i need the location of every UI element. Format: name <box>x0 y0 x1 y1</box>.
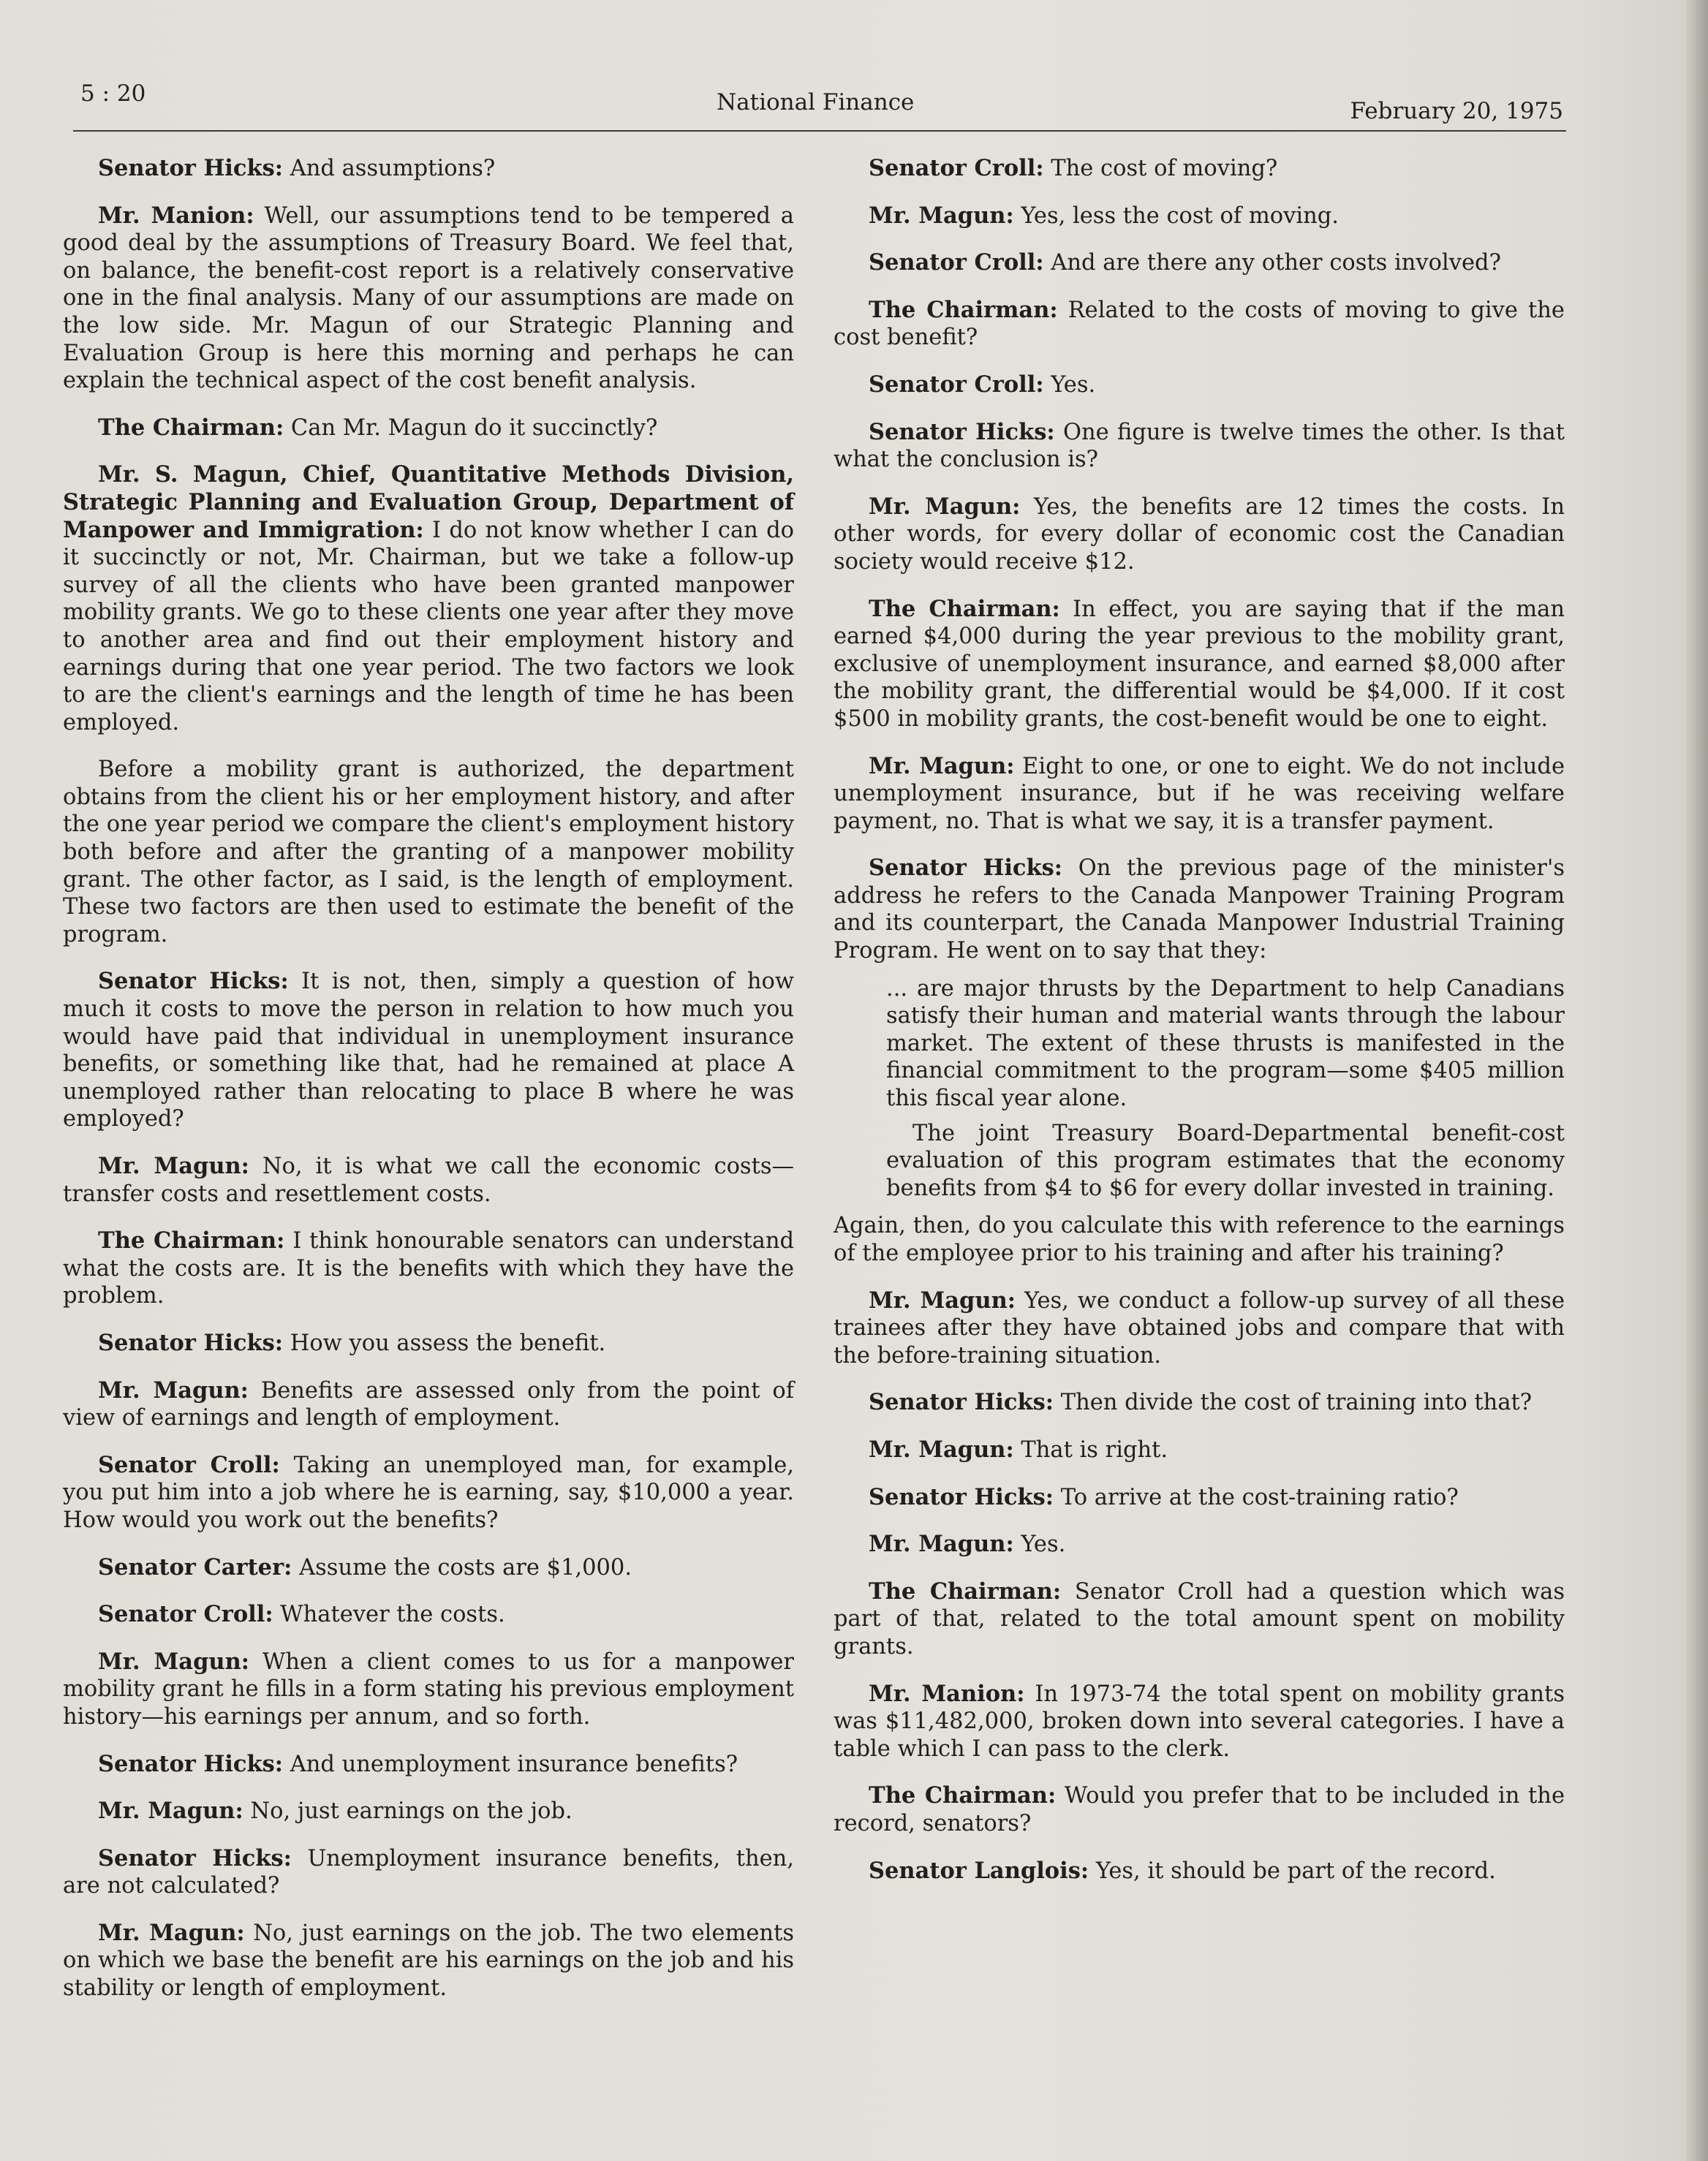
paragraph-text: Unemployment insurance benefits, then, are not calculated? <box>63 1845 794 1899</box>
paragraph <box>63 1452 794 1534</box>
speaker-name: The Chairman: <box>98 1227 285 1254</box>
paragraph-text: When a client comes to us for a manpower mobility grant he fills in a form stating his previous employment history—his earnings per annum, and so forth. <box>63 1649 794 1730</box>
speaker-name: Senator Croll: <box>869 249 1044 276</box>
left-column <box>63 155 794 2022</box>
paragraph <box>63 1798 794 1825</box>
paragraph-text: Yes, it should be part of the record. <box>1089 1858 1496 1884</box>
header-date: February 20, 1975 <box>1350 98 1563 124</box>
paragraph-text: How you assess the benefit. <box>283 1330 606 1356</box>
speaker-name: Senator Croll: <box>869 371 1044 398</box>
speaker-name: Mr. Magun: <box>869 1436 1014 1463</box>
speaker-name: Senator Hicks: <box>98 155 284 181</box>
paragraph <box>63 756 794 948</box>
paragraph-text: Again, then, do you calculate this with reference to the earnings of the employee prior to his training and after his training? <box>834 1213 1565 1266</box>
speaker-name: The Chairman: <box>869 595 1060 622</box>
paragraph-text: And are there any other costs involved? <box>1043 250 1501 276</box>
paragraph <box>63 1554 794 1582</box>
speaker-name: Senator Hicks: <box>869 1389 1054 1416</box>
paragraph-text: Whatever the costs. <box>273 1602 505 1628</box>
paragraph-text: One figure is twelve times the other. Is that what the conclusion is? <box>834 419 1565 473</box>
speaker-name: Senator Carter: <box>98 1553 292 1581</box>
paragraph <box>63 1601 794 1629</box>
paragraph <box>63 1330 794 1358</box>
paragraph <box>834 203 1565 230</box>
paragraph <box>834 249 1565 277</box>
paragraph <box>63 1153 794 1208</box>
paragraph-text: Yes. <box>1043 371 1096 398</box>
paragraph-text: Well, our assumptions tend to be tempered a good deal by the assumptions of Treasury Board. We feel that, on balance, the benefit-cost report is a relatively conservative one in the final analysis. Many of our assumptions are made on the low side. Mr. Magun of our Strategic Planning and Evaluation Group is here this morning and perhaps he can explain the technical aspect of the cost benefit analysis. <box>63 203 794 394</box>
paragraph-text: I think honourable senators can understand what the costs are. It is the benefits with which they have the problem. <box>63 1228 794 1309</box>
speaker-name: The Chairman: <box>869 1578 1062 1605</box>
paragraph-text: Yes, the benefits are 12 times the costs. In other words, for every dollar of economic cost the Canadian society would receive $12. <box>834 493 1565 575</box>
page-header <box>73 73 1566 132</box>
speaker-name: Senator Hicks: <box>98 1329 284 1356</box>
paragraph-text: Would you prefer that to be included in the record, senators? <box>834 1783 1565 1836</box>
paragraph-text: I do not know whether I can do it succinctly or not, Mr. Chairman, but we take a follow-up survey of all the clients who have been granted manpower mobility grants. We go to these clients one year after they move to another area and find out their employment history and earnings during that one year period. The two factors we look to are the client's earnings and the length of time he has been employed. <box>63 517 794 735</box>
page-number: 5 : 20 <box>80 80 146 107</box>
paragraph <box>834 596 1565 733</box>
page-edge-shadow <box>1686 0 1708 2161</box>
paragraph <box>834 1531 1565 1559</box>
paragraph <box>63 1845 794 1900</box>
speaker-name: Mr. Manion: <box>98 202 254 229</box>
paragraph <box>63 415 794 442</box>
paragraph-text: Can Mr. Magun do it succinctly? <box>284 415 658 441</box>
speaker-name: Senator Hicks: <box>98 1750 284 1777</box>
paragraph <box>834 1287 1565 1370</box>
paragraph-text: In 1973-74 the total spent on mobility grants was $11,482,000, broken down into several categories. I have a table which I can pass to the clerk. <box>834 1681 1565 1762</box>
paragraph-text: In effect, you are saying that if the man earned $4,000 during the year previous to the mobility grant, exclusive of unemployment insurance, and earned $8,000 after the mobility grant, the differential would be $4,000. If it cost $500 in mobility grants, the cost-benefit would be one to eight. <box>834 596 1565 732</box>
speaker-name: Mr. Manion: <box>869 1680 1025 1707</box>
paragraph-text: Senator Croll had a question which was part of that, related to the total amount spent on mobility grants. <box>834 1578 1565 1659</box>
speaker-name: Senator Croll: <box>98 1601 273 1628</box>
paragraph-text: Benefits are assessed only from the point of view of earnings and length of employment. <box>63 1377 795 1431</box>
speaker-name: Mr. Magun: <box>98 1798 243 1825</box>
speaker-name: Mr. Magun: <box>869 1287 1016 1314</box>
paragraph-text: Then divide the cost of training into that? <box>1054 1390 1533 1416</box>
speaker-name: The Chairman: <box>98 414 284 441</box>
paragraph <box>834 1782 1565 1837</box>
paragraph <box>834 371 1565 399</box>
paragraph-text: It is not, then, simply a question of how much it costs to move the person in relation to how much you would have paid that individual in unemployment insurance benefits, or something like that, had he remained at place A unemployed rather than relocating to place B where he was employed? <box>63 969 794 1132</box>
paragraph <box>834 419 1565 474</box>
speaker-name: Senator Hicks: <box>869 418 1055 445</box>
paragraph <box>63 1227 794 1310</box>
paragraph-text: Yes. <box>1013 1532 1066 1558</box>
speaker-name: Senator Hicks: <box>98 968 289 995</box>
paragraph <box>63 1920 794 2002</box>
paragraph <box>834 1212 1565 1267</box>
paragraph-text: And unemployment insurance benefits? <box>283 1751 738 1777</box>
speaker-name: Senator Hicks: <box>869 855 1063 882</box>
paragraph <box>834 855 1565 964</box>
paragraph <box>834 155 1565 183</box>
paragraph <box>63 1751 794 1779</box>
block-quote: ... are major thrusts by the Department to help Canadians satisfy their human and material wants through the labour market. The extent of these thrusts is manifested in the financial commitment to the program—some $405 million this fiscal year alone. <box>886 975 1565 1112</box>
paragraph <box>63 203 794 395</box>
speaker-name: Mr. Magun: <box>869 493 1021 520</box>
paragraph-text: To arrive at the cost-training ratio? <box>1054 1484 1459 1510</box>
paragraph-text: Yes, less the cost of moving. <box>1013 203 1339 229</box>
paragraph <box>834 1389 1565 1417</box>
paragraph-text: Before a mobility grant is authorized, the department obtains from the client his or her employment history, and after the one year period we compare the client's employment history both before and after the granting of a manpower mobility grant. The other factor, as I said, is the length of employment. These two factors are then used to estimate the benefit of the program. <box>63 757 794 947</box>
speaker-name: Senator Langlois: <box>869 1857 1089 1884</box>
block-quote: The joint Treasury Board-Departmental benefit-cost evaluation of this program estimates that the economy benefits from $4 to $6 for every dollar invested in training. <box>886 1120 1565 1201</box>
paragraph-text: Assume the costs are $1,000. <box>292 1554 632 1581</box>
paragraph-text: Related to the costs of moving to give the cost benefit? <box>834 297 1565 351</box>
paragraph-text: And assumptions? <box>283 156 496 181</box>
paragraph <box>63 1377 794 1432</box>
paragraph <box>63 155 794 183</box>
publication-title: National Finance <box>717 89 915 116</box>
paragraph <box>63 461 794 736</box>
paragraph-text: No, it is what we call the economic costs—transfer costs and resettlement costs. <box>63 1154 794 1207</box>
paragraph <box>834 297 1565 352</box>
speaker-name: Senator Hicks: <box>869 1483 1054 1510</box>
paragraph-text: The cost of moving? <box>1043 156 1278 181</box>
paragraph <box>834 753 1565 836</box>
paragraph-text: No, just earnings on the job. The two elements on which we base the benefit are his earnings on the job and his stability or length of employment. <box>63 1920 794 2002</box>
paragraph-text: Taking an unemployed man, for example, you put him into a job where he is earning, say, $10,000 a year. How would you work out the benefits? <box>63 1452 794 1533</box>
paragraph <box>834 1681 1565 1763</box>
speaker-name: Mr. Magun: <box>98 1919 245 1946</box>
speaker-name: Mr. Magun: <box>869 1531 1014 1558</box>
paragraph <box>63 1649 794 1731</box>
paragraph-text: Eight to one, or one to eight. We do not include unemployment insurance, but if he was receiving welfare payment, no. That is what we say, it is a transfer payment. <box>834 753 1565 834</box>
speaker-name: Mr. S. Magun, Chief, Quantitative Methods Division, Strategic Planning and Evaluation Group, Department of Manpower and Immigration: <box>63 461 794 543</box>
right-column <box>834 155 1565 1904</box>
speaker-name: Senator Croll: <box>869 155 1044 181</box>
paragraph <box>63 968 794 1133</box>
paragraph <box>834 1578 1565 1661</box>
speaker-name: Mr. Magun: <box>869 202 1014 229</box>
paragraph <box>834 1437 1565 1464</box>
paragraph-text: On the previous page of the minister's address he refers to the Canada Manpower Training Program and its counterpart, the Canada Manpower Industrial Training Program. He went on to say that they: <box>834 855 1565 964</box>
paragraph <box>834 493 1565 576</box>
paragraph-text: Yes, we conduct a follow-up survey of all these trainees after they have obtained jobs and compare that with the before-training situation. <box>834 1287 1565 1369</box>
speaker-name: Mr. Magun: <box>98 1153 249 1179</box>
speaker-name: The Chairman: <box>869 1782 1057 1809</box>
speaker-name: The Chairman: <box>869 296 1058 323</box>
speaker-name: Mr. Magun: <box>98 1648 250 1675</box>
paragraph <box>834 1484 1565 1512</box>
speaker-name: Mr. Magun: <box>98 1377 249 1404</box>
paragraph <box>834 1858 1565 1885</box>
paragraph-text: That is right. <box>1013 1437 1168 1463</box>
speaker-name: Senator Croll: <box>98 1451 280 1478</box>
speaker-name: Senator Hicks: <box>98 1844 292 1872</box>
paragraph-text: No, just earnings on the job. <box>243 1798 573 1825</box>
speaker-name: Mr. Magun: <box>869 752 1015 779</box>
